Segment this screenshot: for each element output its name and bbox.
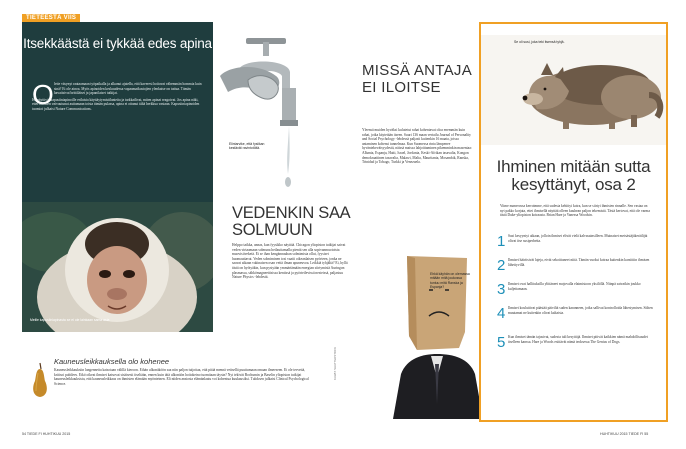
knot-article-title: VEDENKIN SAA SOLMUUN: [232, 204, 350, 239]
monkey-paragraph-1: lette väsynyt raataamaan työpaikalla ja alkanut ajatella, että kaveresi hoitavat vähemmän hommia kuin sinä? Et ole ainoa. Myös apinoiden keskuudessa vapaamatkustajien ylenkatse on tuttua. Tämän havaitsivat brittiläiset ja japanilaiset tutkijat.: [54, 82, 202, 96]
monkey-paragraph-2: He näyttivät kapusiiniapinoille erilaisia käyttäytymistilanteita ja tarkkailivat, miten apinat reagoivat. Jos apina näki, ettei ihminen vaivautunut auttamaan toista tämän pulassa, apina ei ottanut tältä herkkua vastaan. Kapusiiniapinoiden tuomiot julkaisi Nature Communications.: [32, 97, 200, 111]
monkey-article-title: Itsekkäästä ei tykkää edes apina: [23, 36, 212, 51]
footer-right-folio: HUHTIKUU 2015 TIEDE FI 55: [600, 432, 649, 436]
wolf-list-text: Susi kesyyntyi aikaan, jolloin ihmiset elivät vielä kalvasainsilleen. Muinaiset metsästäjäkeräilijät olivat itse susiperheita.: [508, 234, 648, 243]
wolf-article-title: Ihminen mitään sutta kesyttänyt, osa 2: [496, 157, 651, 194]
footer-left-folio: 54 TIEDE FI HUHTIKUU 2015: [22, 432, 71, 436]
wolf-article-intro: Viime numerossa kerroimme, että sudesta kehittyi koira, kun se siirtyi ihmisten rinnalle. Sen vastaa on nyt pakko korjata, ettei ihmisellä näyttää olleen kauhean paljon tekemistä. Tästä kertovat, että ole varma tästä Duke-yliopiston koiraasta. Brian Hare ja Vanessa Woodsin.: [500, 204, 650, 218]
wolf-photo: [481, 35, 666, 145]
giving-article-title: MISSÄ ANTAJA EI ILOITSE: [362, 62, 472, 96]
wolf-list-text: Kun ihmiset tämän tajusivat, sudesta tuli kesyttäjä. Ihmiset pitivät kaikkien nämä mahdollisuudet itselleen kanssa. Hare ja Woods esittävät nämä teoksessa The Genius of Dogs.: [508, 335, 648, 344]
section-tag: TIETEESTÄ VIIS: [22, 14, 80, 22]
knot-photo-caption: Elintarvike, että fysiikan kestävät ravintotöitä.: [229, 142, 265, 151]
monkey-article-panel: [22, 22, 213, 332]
monkey-article-body: [32, 79, 204, 112]
wolf-list-number: 2: [497, 257, 506, 274]
wolf-list-number: 1: [497, 233, 506, 250]
wolf-list-text: Ihmiset ovat hallituksilla ylittäneet mojovalla elaimistoon yksilöllä. Niinpä saivatkin joukko kuljettamaan.: [508, 282, 641, 291]
monkey-dropcap: O: [32, 79, 54, 110]
wolf-list-number: 5: [497, 334, 506, 351]
monkey-photo-caption: Meille kapusiiniapinasta se ei ole lainkaan sama asia: [30, 318, 110, 322]
knot-article-body: Helppo taikka, annas, kun fyysikko näyttää. Chicagon yliopiston tutkijat saivat veden virtaamaan solmuna heilauttamalla pieniä sen alla sopivanmuotoista muovisiiveketä. Ei se ihan kengännauhan solmimista ollut, fyysiset huomauttavat. Veden solmiminen tosi vaatii oikeanlaisen pyörteen, jonka ne saavat aikaan vakinaisen osan vettä ilman apuneuvoa. Leikkiä tyhjältä? Ei, hyllä tästä on hyötyäkin, kun pystyään ymmärtämään energian siirtymistä Auringon plasmassa, sähkömagneettisissa kentissä ja pyörteilevissä nesteissä, paljastuu Nature Physics -lehdestä.: [232, 243, 348, 280]
giving-article-body: Yleensä muiden hyväksi kulutetut rahat kohentavat oloa enemmän kuin rahat, jotka käytetään itseen. Suuri 136 maan vertailu Journal of Personality and Social Psychology -lehdessä paljasti kuitenkin 16 maata, joissa antaminen kohensi tunnelmaa. Kun Suomessa rinta lämpenee hyväntekeväisyydestä, näissä maissa lahjoittaminen pikemminkin masentaa: Albania, Espanja, Haiti, Israel, Jordania, Keski-Afrikan tasavalta, Kongon demokraattinen tasavalta, Malawi, Malta, Mauritania, Mosambik, Ranska, Trinidad ja Tobago, Turkki ja Venezuela.: [362, 128, 472, 165]
pear-article-title: Kauneusleikkauksella olo kohenee: [54, 357, 170, 366]
capuchin-monkey-photo: [22, 202, 213, 332]
knotted-tap-photo: [218, 32, 328, 202]
pear-photo: [30, 361, 50, 399]
giving-photo-caption: Ehkä käyhän on olemassa mitään mitä joukossa tuntuu mitä Ranska ja Espanja?: [430, 272, 470, 289]
wolf-photo-caption: Se oli susi, joka teki itsensä tyhjä.: [514, 40, 565, 44]
wolf-list-text: Ihmiset häiritsivät lajeja, eivät sekoittaneet niitä. Tämän vuoksi koiraa kuitenkin karsittiin ihmisen lähettyvillä.: [508, 258, 650, 267]
pear-article-body: Kauneusleikkauksiin langenneita katsotaan välillä kieroon. Eihän ulkonäköön saa niin paljon tuijottaa, että pitää mennä veitsellä puuttumaan omaan ilmeeseen. Ei ole tervettä, kritisoi pubilees. Eikö oikeat ihmiset katsovat sisäisesti itseltään, ennen kuin tätä ulkonäön hoitokeino tuomitaan täysin? Nyt tekivät Bochumin ja Baselin yliopiston tutkijat kauneusleikkauksista, että kauneusleikkaus on ihmisten elämään myönteinen. Eli niiden ansiosta elämänlaatu voi kohentua kuukausiksi. Tuloksen julkaisi Clinical Psychological Science.: [54, 368, 309, 386]
wolf-list-text: Ihmiset kouluttivat päästää päiviltä suden karanneen, jotka sallivat kontrolloida lähestymisen. Siihen muutamat ne kuitenkin olivat kaltaisia.: [508, 306, 653, 315]
photo-credit: KUVAT: SHUTTERSTOCK: [333, 347, 337, 380]
wolf-list-number: 4: [497, 305, 506, 322]
wolf-list-number: 3: [497, 281, 506, 298]
